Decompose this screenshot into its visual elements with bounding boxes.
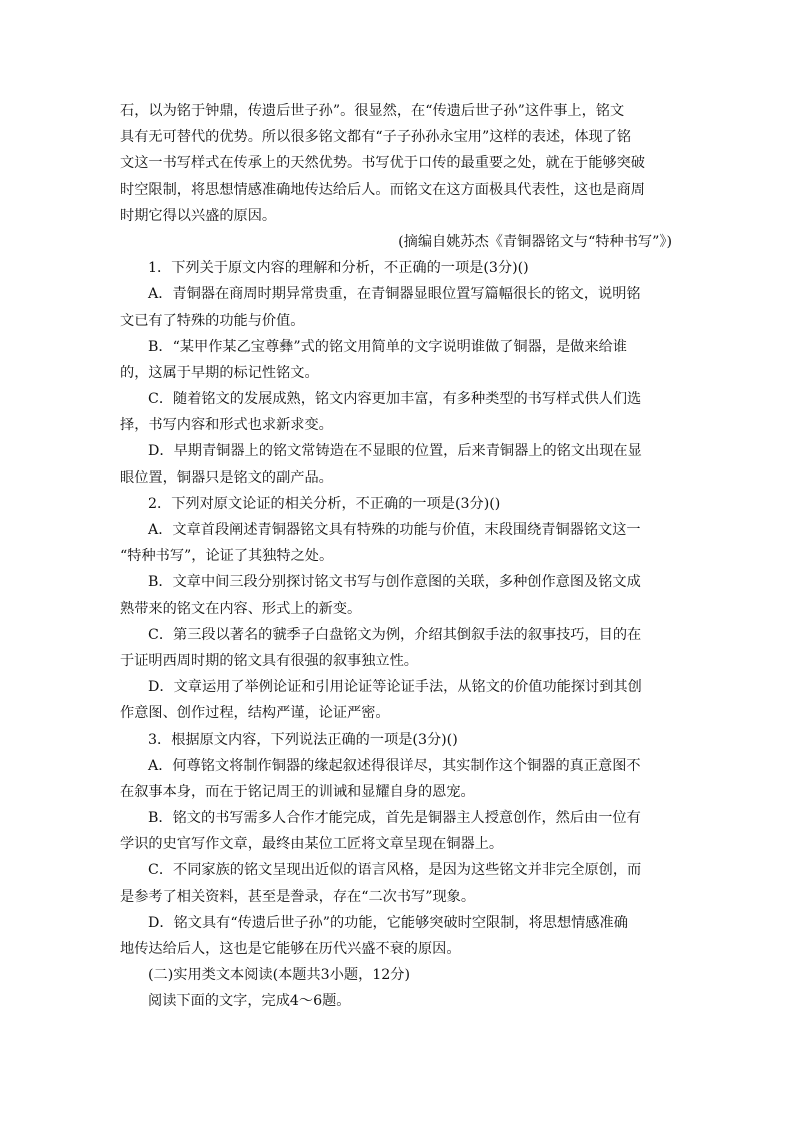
option-d: D．铭文具有“传遗后世子孙”的功能，它能够突破时空限制，将思想情感准确 <box>148 914 628 931</box>
option-b: B．铭文的书写需多人合作才能完成，首先是铜器主人授意创作，然后由一位有 <box>148 810 641 827</box>
option-c-continued: 于证明西周时期的铭文具有很强的叙事独立性。 <box>120 652 418 669</box>
document-page <box>120 98 674 1015</box>
question-stem: 3．根据原文内容，下列说法正确的一项是(3分)() <box>148 731 458 748</box>
question-2 <box>120 491 674 727</box>
option-c: C．随着铭文的发展成熟，铭文内容更加丰富，有多种类型的书写样式供人们选 <box>148 391 642 408</box>
option-c: C．第三段以著名的虢季子白盘铭文为例，介绍其倒叙手法的叙事技巧，目的在 <box>148 626 642 643</box>
option-a: A．青铜器在商周时期异常贵重，在青铜器显眼位置写篇幅很长的铭文，说明铭 <box>148 286 641 303</box>
option-c-continued: 择，书写内容和形式也求新求变。 <box>120 417 333 434</box>
passage-line: 石，以为铭于钟鼎，传遗后世子孙”。很显然，在“传遗后世子孙”这件事上，铭文 <box>120 103 625 119</box>
option-b-continued: 的，这属于早期的标记性铭文。 <box>120 364 319 381</box>
option-d-continued: 眼位置，铜器只是铭文的副产品。 <box>120 469 333 486</box>
question-stem: 1．下列关于原文内容的理解和分析，不正确的一项是(3分)() <box>148 260 529 277</box>
section-heading: (二)实用类文本阅读(本题共3小题，12分) <box>148 967 411 984</box>
option-a-continued: “特种书写”，论证了其独特之处。 <box>120 548 334 565</box>
question-3 <box>120 727 674 963</box>
option-a-continued: 在叙事本身，而在于铭记周王的训诫和显耀自身的恩宠。 <box>120 783 475 800</box>
option-d: D．早期青铜器上的铭文常铸造在不显眼的位置，后来青铜器上的铭文出现在显 <box>148 443 642 460</box>
section-instruction: 阅读下面的文字，完成4～6题。 <box>148 993 351 1010</box>
option-b: B．“某甲作某乙宝尊彝”式的铭文用简单的文字说明谁做了铜器，是做来给谁 <box>148 338 627 355</box>
option-d-continued: 作意图、创作过程，结构严谨，论证严密。 <box>120 705 390 722</box>
option-b-continued: 学识的史官写作文章，最终由某位工匠将文章呈现在铜器上。 <box>120 836 504 853</box>
option-c-continued: 是参考了相关资料，甚至是誊录，存在“二次书写”现象。 <box>120 888 476 905</box>
option-a-continued: 文已有了特殊的功能与价值。 <box>120 312 305 329</box>
option-a: A．何尊铭文将制作铜器的缘起叙述得很详尽，其实制作这个铜器的真正意图不 <box>148 757 641 774</box>
passage-tail <box>120 98 674 229</box>
question-stem: 2．下列对原文论证的相关分析，不正确的一项是(3分)() <box>148 495 501 512</box>
option-b-continued: 熟带来的铭文在内容、形式上的新变。 <box>120 600 362 617</box>
passage-line: 文这一书写样式在传承上的天然优势。书写优于口传的最重要之处，就在于能够突破 <box>120 155 645 172</box>
source-citation: (摘编自姚苏杰《青铜器铭文与“特种书写”》) <box>398 233 672 250</box>
question-1 <box>120 255 674 491</box>
passage-line: 时空限制，将思想情感准确地传达给后人。而铭文在这方面极具代表性，这也是商周 <box>120 181 645 198</box>
option-b: B．文章中间三段分别探讨铭文书写与创作意图的关联，多种创作意图及铭文成 <box>148 574 641 591</box>
passage-line: 时期它得以兴盛的原因。 <box>120 207 277 224</box>
option-d: D．文章运用了举例论证和引用论证等论证手法，从铭文的价值功能探讨到其创 <box>148 679 642 696</box>
option-d-continued: 地传达给后人，这也是它能够在历代兴盛不衰的原因。 <box>120 941 461 957</box>
option-a: A．文章首段阐述青铜器铭文具有特殊的功能与价值，末段围绕青铜器铭文这一 <box>148 522 641 538</box>
option-c: C．不同家族的铭文呈现出近似的语言风格，是因为这些铭文并非完全原创，而 <box>148 862 642 879</box>
section-2 <box>120 962 674 1014</box>
passage-line: 具有无可替代的优势。所以很多铭文都有“子子孙孙永宝用”这样的表述，体现了铭 <box>120 129 632 146</box>
